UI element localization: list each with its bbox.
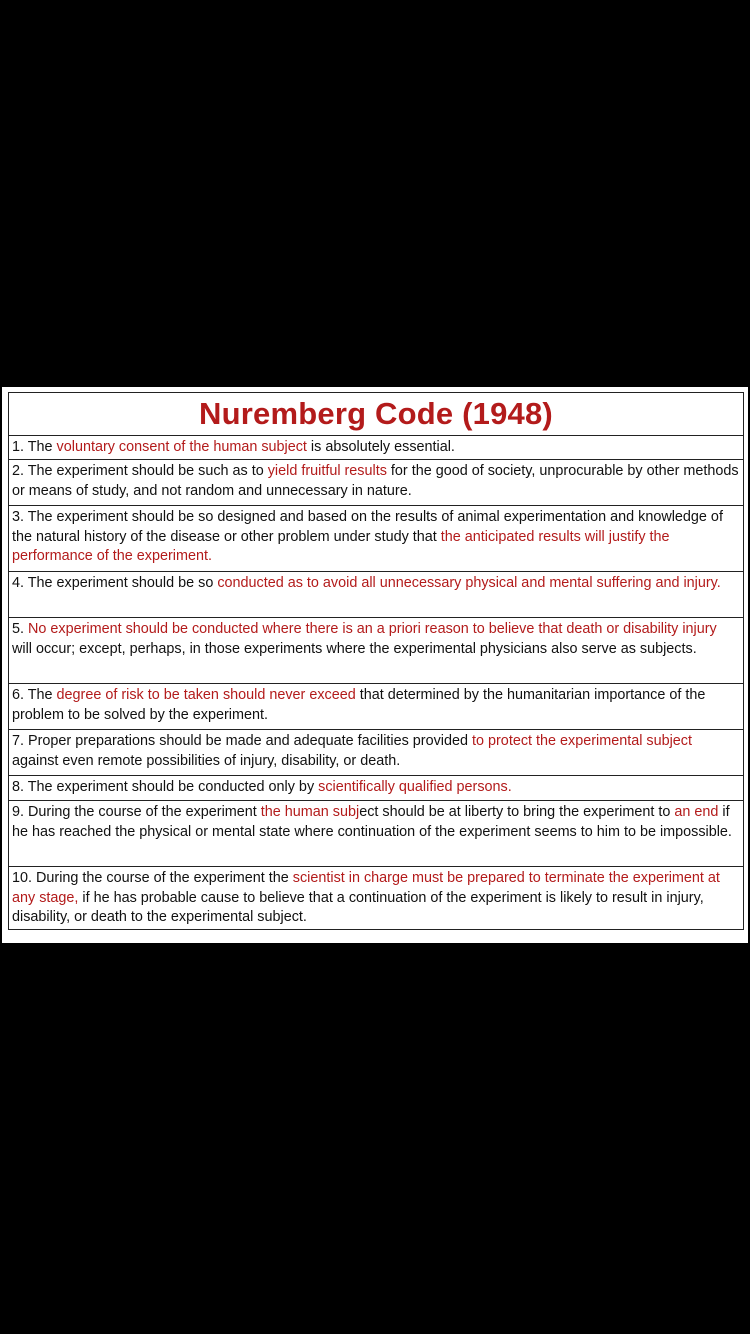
highlighted-text: yield fruitful results	[267, 463, 387, 479]
item-text: if he has reached the physical or mental state where continuation of the experiment seems to him to be impossible.	[12, 804, 732, 840]
item-text: 2. The experiment should be such as to	[12, 463, 268, 479]
code-item-2	[9, 460, 743, 506]
nuremberg-code-slide	[2, 387, 748, 943]
item-text: 7. Proper preparations should be made and adequate facilities provided	[12, 733, 473, 749]
highlighted-text: scientist in charge must be prepared to terminate the experiment at any stage,	[12, 870, 720, 906]
code-item-6	[9, 684, 743, 730]
item-text: 6. The	[12, 687, 57, 703]
item-text: against even remote possibilities of injury, disability, or death.	[12, 752, 401, 769]
code-item-1	[9, 436, 743, 460]
highlighted-text: No experiment should be conducted where there is an a priori reason to believe that death or disability injury	[28, 621, 717, 637]
highlighted-text: voluntary consent of the human subject	[56, 439, 307, 455]
item-text: will occur; except, perhaps, in those experiments where the experimental physicians also serve as subjects.	[12, 640, 697, 657]
highlighted-text: scientifically qualified persons.	[318, 779, 512, 795]
code-item-7	[9, 730, 743, 776]
code-item-3	[9, 506, 743, 572]
highlighted-text: an end	[674, 804, 719, 820]
item-text: for the good of society, unprocurable by other methods or means of study, and not random and unnecessary in nature.	[12, 463, 739, 499]
item-text: 5.	[12, 621, 28, 637]
item-text: is absolutely essential.	[306, 439, 455, 455]
code-item-10	[9, 867, 743, 929]
highlighted-text: the anticipated results will justify the performance of the experiment.	[12, 528, 670, 564]
code-item-8	[9, 776, 743, 801]
highlighted-text: degree of risk to be taken should never exceed	[56, 687, 356, 703]
highlighted-text: conducted as to avoid all unnecessary physical and mental suffering and injury.	[217, 575, 721, 591]
item-text: 1. The	[12, 439, 57, 455]
code-item-4	[9, 572, 743, 618]
item-text: 10. During the course of the experiment the	[12, 870, 293, 886]
item-text: ect should be at liberty to bring the experiment to	[359, 804, 675, 820]
item-text: if he has probable cause to believe that a continuation of the experiment is likely to result in injury, disability, or death to the experimental subject.	[12, 889, 704, 925]
item-text: 4. The experiment should be so	[12, 575, 218, 591]
item-text: that determined by the humanitarian importance of the problem to be solved by the experiment.	[12, 687, 706, 723]
item-text: 3. The experiment should be so designed and based on the results of animal experimentation and knowledge of the natural history of the disease or other problem under study that	[12, 509, 723, 545]
highlighted-text: the human subj	[260, 804, 360, 820]
item-text: 8. The experiment should be conducted only by	[12, 779, 319, 795]
slide-title: Nuremberg Code (1948)	[9, 393, 743, 436]
code-item-5	[9, 618, 743, 684]
highlighted-text: to protect the experimental subject	[472, 733, 692, 749]
nuremberg-code-table	[8, 392, 744, 930]
code-item-9	[9, 801, 743, 867]
item-text: 9. During the course of the experiment	[12, 804, 261, 820]
